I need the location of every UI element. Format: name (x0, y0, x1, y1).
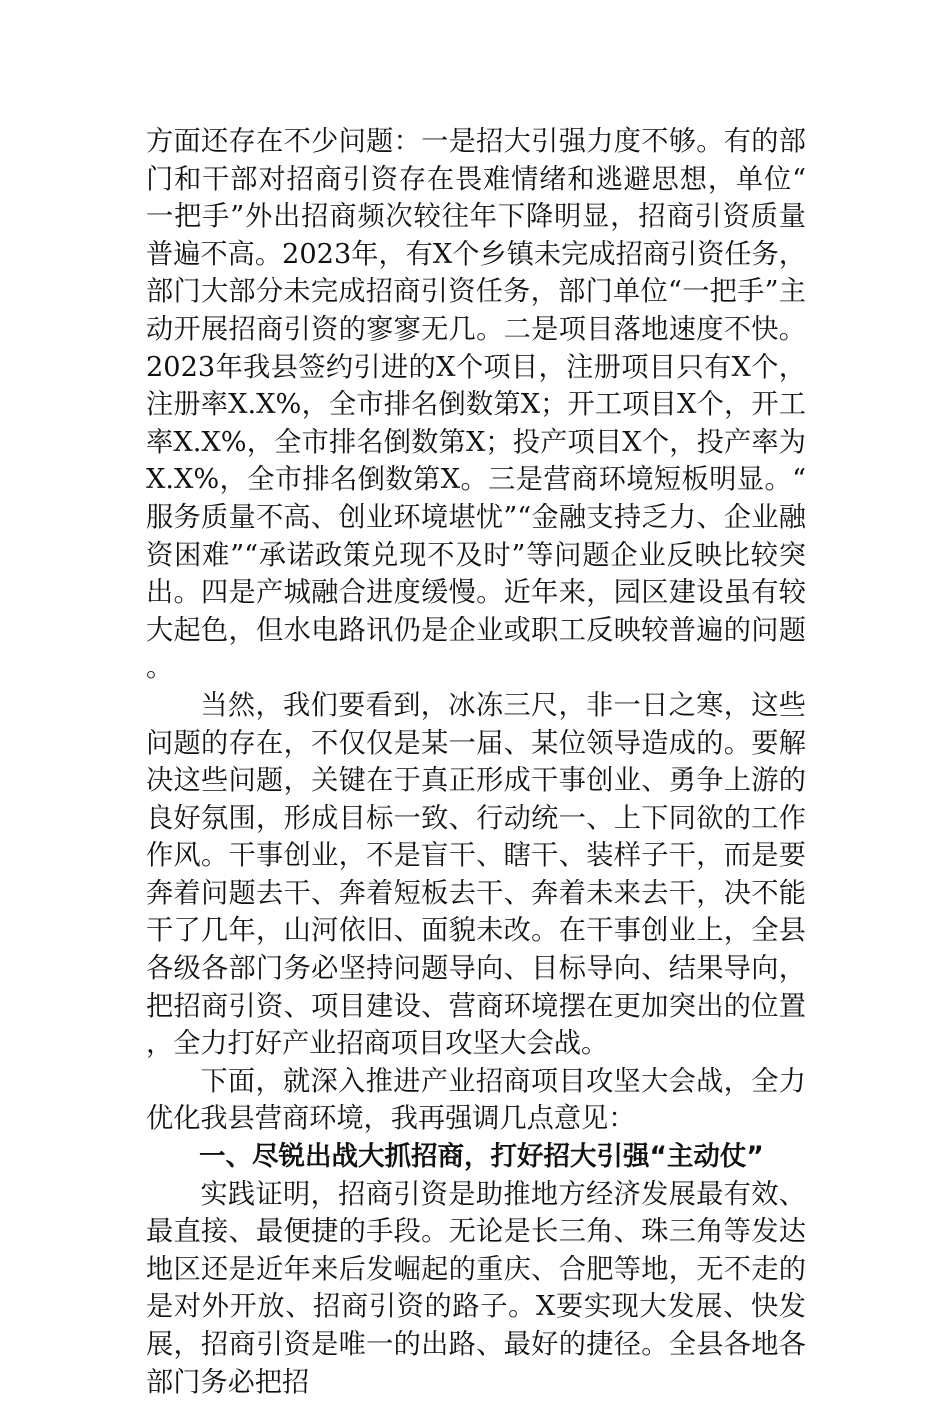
document-page (146, 123, 806, 1401)
paragraph-transition: 下面，就深入推进产业招商项目攻坚大会战，全力优化我县营商环境，我再强调几点意见： (146, 1065, 806, 1135)
paragraph-investment-practice: 实践证明，招商引资是助推地方经济发展最有效、最直接、最便捷的手段。无论是长三角、珠三角等发达地区还是近年来后发崛起的重庆、合肥等地，无不走的是对外开放、招商引资的路子。X要实现大发展、快发展，招商引资是唯一的出路、最好的捷径。全县各地各部门务必把招 (146, 1178, 806, 1398)
paragraph-problems: 方面还存在不少问题：一是招大引强力度不够。有的部门和干部对招商引资存在畏难情绪和逃避思想，单位“一把手”外出招商频次较往年下降明显，招商引资质量普遍不高。2023年，有X个乡镇未完成招商引资任务，部门大部分未完成招商引资任务，部门单位“一把手”主动开展招商引资的寥寥无几。二是项目落地速度不快。2023年我县签约引进的X个项目，注册项目只有X个，注册率X.X%，全市排名倒数第X；开工项目X个，开工率X.X%，全市排名倒数第X；投产项目X个，投产率为X.X%，全市排名倒数第X。三是营商环境短板明显。“服务质量不高、创业环境堪忧”“金融支持乏力、企业融资困难”“承诺政策兑现不及时”等问题企业反映比较突出。四是产城融合进度缓慢。近年来，园区建设虽有较大起色，但水电路讯仍是企业或职工反映较普遍的问题。 (146, 126, 806, 684)
paragraph-root-causes: 当然，我们要看到，冰冻三尺，非一日之寒，这些问题的存在，不仅仅是某一届、某位领导造成的。要解决这些问题，关键在于真正形成干事创业、勇争上游的良好氛围，形成目标一致、行动统一、上下同欲的工作作风。干事创业，不是盲干、瞎干、装样子干，而是要奔着问题去干、奔着短板去干、奔着未来去干，决不能干了几年，山河依旧、面貌未改。在干事创业上，全县各级各部门务必坚持问题导向、目标导向、结果导向，把招商引资、项目建设、营商环境摆在更加突出的位置，全力打好产业招商项目攻坚大会战。 (146, 689, 806, 1060)
section-heading: 一、尽锐出战大抓招商，打好招大引强“主动仗” (199, 1141, 764, 1173)
